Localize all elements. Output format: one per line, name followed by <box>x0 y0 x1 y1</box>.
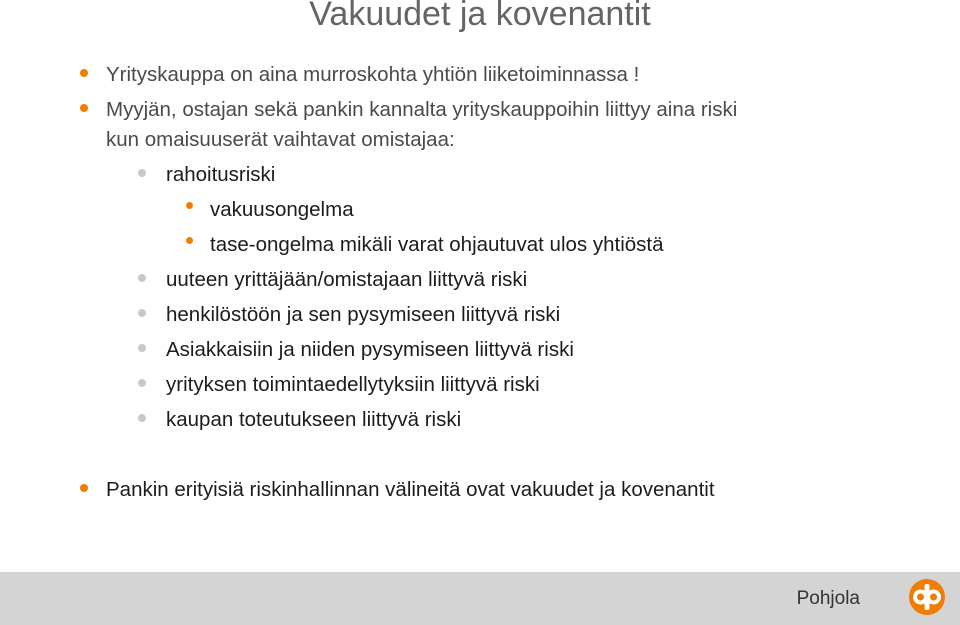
sub-sub-bullet-item <box>210 197 354 222</box>
sub-bullet-text: kaupan toteutukseen liittyvä riski <box>166 408 462 431</box>
sub-bullet-dot-icon <box>138 309 146 317</box>
sub-bullet-item <box>166 337 574 362</box>
bullet-dot-icon <box>80 484 88 492</box>
sub-bullet-item <box>166 372 540 397</box>
slide-title: Vakuudet ja kovenantit <box>309 0 651 33</box>
bullet-text: Myyjän, ostajan sekä pankin kannalta yrityskauppoihin liittyy aina riski <box>106 98 738 121</box>
sub-sub-bullet-text: tase-ongelma mikäli varat ohjautuvat ulos yhtiöstä <box>210 233 664 256</box>
bullet-item <box>106 97 737 122</box>
sub-bullet-item <box>166 162 275 187</box>
sub-bullet-text: yrityksen toimintaedellytyksiin liittyvä riski <box>166 373 540 396</box>
sub-bullet-dot-icon <box>138 169 146 177</box>
bullet-dot-icon <box>80 104 88 112</box>
sub-bullet-item <box>166 302 560 327</box>
bullet-item <box>106 62 639 87</box>
sub-bullet-text: rahoitusriski <box>166 163 276 186</box>
brand-name: Pohjola <box>796 588 860 609</box>
sub-bullet-dot-icon <box>138 344 146 352</box>
sub-bullet-dot-icon <box>138 379 146 387</box>
sub-sub-bullet-dot-icon <box>186 237 193 244</box>
sub-bullet-dot-icon <box>138 414 146 422</box>
pohjola-logo-icon <box>908 578 946 616</box>
bullet-item <box>106 477 715 502</box>
sub-sub-bullet-text: vakuusongelma <box>210 198 354 221</box>
bullet-text: Pankin erityisiä riskinhallinnan välineitä ovat vakuudet ja kovenantit <box>106 478 715 501</box>
sub-bullet-text: Asiakkaisiin ja niiden pysymiseen liittyvä riski <box>166 338 574 361</box>
sub-bullet-text: uuteen yrittäjään/omistajaan liittyvä riski <box>166 268 528 291</box>
sub-bullet-item <box>166 407 461 432</box>
sub-sub-bullet-item <box>210 232 664 257</box>
bullet-text: kun omaisuuserät vaihtavat omistajaa: <box>106 128 455 151</box>
bullet-text: Yrityskauppa on aina murroskohta yhtiön liiketoiminnassa ! <box>106 63 640 86</box>
sub-sub-bullet-dot-icon <box>186 202 193 209</box>
sub-bullet-dot-icon <box>138 274 146 282</box>
sub-bullet-item <box>166 267 527 292</box>
bullet-continuation <box>106 127 455 152</box>
bullet-dot-icon <box>80 69 88 77</box>
sub-bullet-text: henkilöstöön ja sen pysymiseen liittyvä riski <box>166 303 561 326</box>
